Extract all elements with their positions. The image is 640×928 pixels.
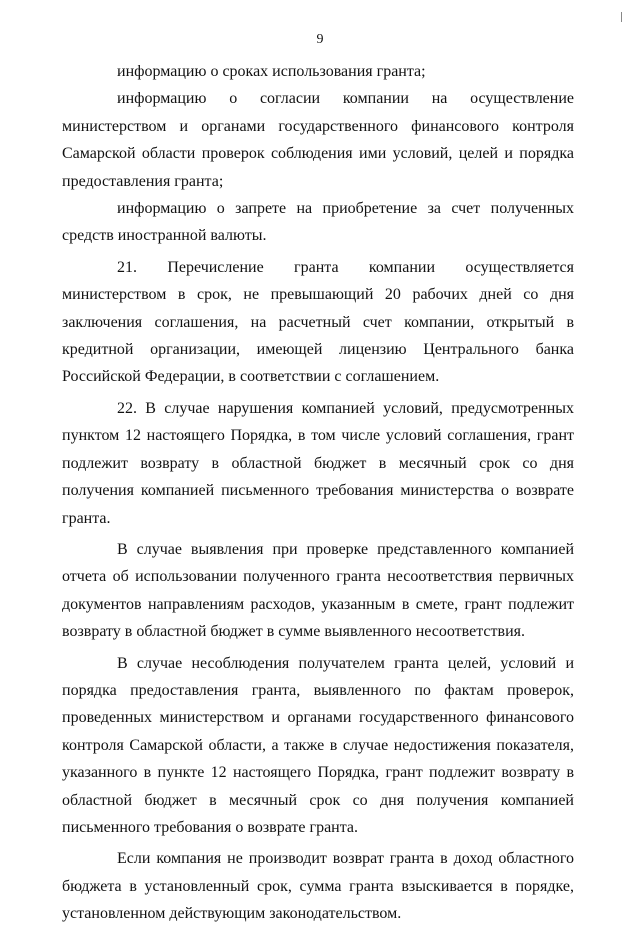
paragraph-noncompliance: В случае несоблюдения получателем гранта целей, условий и порядка предоставления гранта, выявленного по фактам проверок, проведенных министерством и органами государственного финансового контроля Самарской области, а также в случае недостижения показателя, указанного в пункте 12 настоящего Порядка, грант подлежит возврату в областной бюджет в месячный срок со дня получения компанией письменного требования о возврате гранта.: [62, 654, 574, 836]
paragraph-inspection-consent: информацию о согласии компании на осуществление министерством и органами государственного финансового контроля Самарской области проверок соблюдения ими условий, целей и порядка предоставления гранта;: [62, 90, 574, 190]
paragraph-enforced-recovery: Если компания не производит возврат гранта в доход областного бюджета в установленный срок, сумма гранта взыскивается в порядке, установленном действующим законодательством.: [62, 850, 574, 923]
paragraph-grant-usage-period: информацию о сроках использования гранта;: [117, 63, 426, 80]
page-number: 9: [316, 32, 324, 47]
document-body: [62, 58, 574, 928]
paragraph-currency-ban: информацию о запрете на приобретение за счет полученных средств иностранной валюты.: [62, 200, 574, 245]
paragraph-clause-21: 21. Перечисление гранта компании осуществляется министерством в срок, не превышающий 20 рабочих дней со дня заключения соглашения, на расчетный счет компании, открытый в кредитной организации, имеющей лицензию Центрального банка Российской Федерации, в соответствии с соглашением.: [62, 258, 574, 386]
paragraph-clause-22: 22. В случае нарушения компанией условий, предусмотренных пунктом 12 настоящего Порядка, в том числе условий соглашения, грант подлежит возврату в областной бюджет в месячный срок со дня получения компанией письменного требования министерства о возврате гранта.: [62, 399, 574, 527]
paragraph-report-mismatch: В случае выявления при проверке представленного компанией отчета об использовании полученного гранта несоответствия первичных документов направлениям расходов, указанным в смете, грант подлежит возврату в областной бюджет в сумме выявленного несоответствия.: [62, 540, 574, 641]
scan-mark: [621, 12, 622, 22]
